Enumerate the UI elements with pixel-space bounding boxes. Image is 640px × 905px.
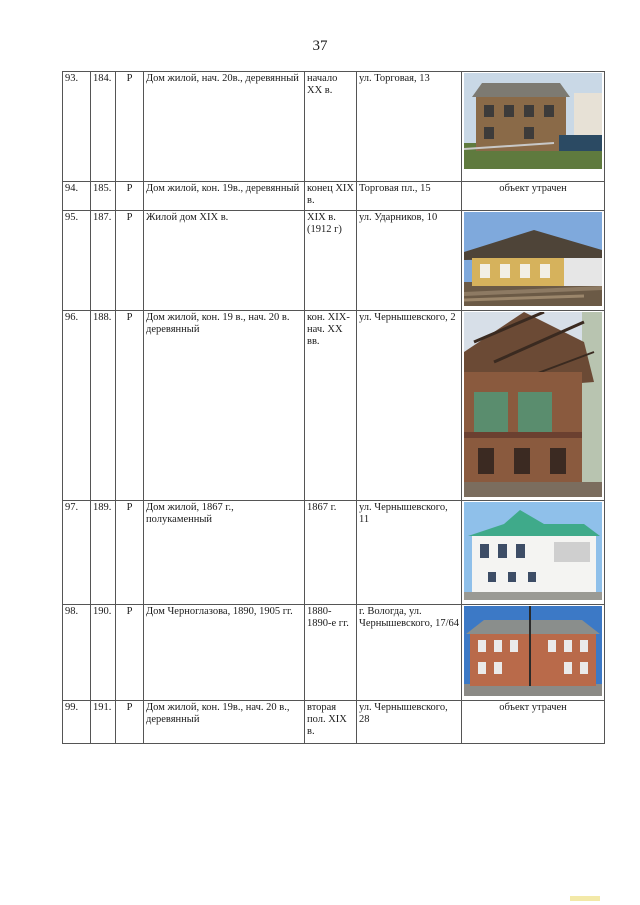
object-name: Дом жилой, 1867 г., полукаменный [144,501,305,605]
object-date: вторая пол. XIX в. [305,701,357,744]
object-date: XIX в. (1912 г) [305,211,357,311]
category: Р [116,701,144,744]
registry-number: 190. [91,605,116,701]
white-house-photo [464,502,602,600]
row-number: 97. [63,501,91,605]
row-number: 94. [63,182,91,211]
category: Р [116,182,144,211]
row-number: 96. [63,311,91,501]
status-lost: объект утрачен [462,182,605,211]
object-address: ул. Ударников, 10 [357,211,462,311]
photo-cell [462,311,605,501]
registry-number: 189. [91,501,116,605]
photo-cell [462,211,605,311]
object-address: Торговая пл., 15 [357,182,462,211]
table-row [63,605,605,701]
page-number: 37 [312,38,328,54]
status-lost: объект утрачен [462,701,605,744]
registry-number: 184. [91,72,116,182]
ruined-house-photo [464,312,602,497]
object-address: ул. Чернышевского, 2 [357,311,462,501]
table-row [63,311,605,501]
object-address: ул. Чернышевского, 11 [357,501,462,605]
object-date: 1880-1890-е гг. [305,605,357,701]
object-address: ул. Торговая, 13 [357,72,462,182]
table-row [63,501,605,605]
log-house-photo [464,212,602,306]
object-name: Дом жилой, кон. 19в., нач. 20 в., деревянный [144,701,305,744]
monuments-table [62,71,605,744]
object-name: Дом жилой, кон. 19 в., нач. 20 в. деревянный [144,311,305,501]
object-name: Жилой дом XIX в. [144,211,305,311]
category: Р [116,501,144,605]
registry-number: 191. [91,701,116,744]
registry-number: 187. [91,211,116,311]
category: Р [116,211,144,311]
table-row [63,72,605,182]
object-date: начало XX в. [305,72,357,182]
object-address: ул. Чернышевского, 28 [357,701,462,744]
category: Р [116,72,144,182]
object-name: Дом Черноглазова, 1890, 1905 гг. [144,605,305,701]
scan-mark [570,896,600,901]
table-row [63,701,605,744]
object-address: г. Вологда, ул. Чернышевского, 17/64 [357,605,462,701]
row-number: 98. [63,605,91,701]
photo-cell [462,605,605,701]
object-date: 1867 г. [305,501,357,605]
registry-number: 188. [91,311,116,501]
photo-cell [462,72,605,182]
object-name: Дом жилой, нач. 20в., деревянный [144,72,305,182]
table-row [63,182,605,211]
object-name: Дом жилой, кон. 19в., деревянный [144,182,305,211]
table-row [63,211,605,311]
row-number: 93. [63,72,91,182]
brick-house-photo [464,606,602,696]
row-number: 99. [63,701,91,744]
category: Р [116,605,144,701]
registry-number: 185. [91,182,116,211]
object-date: конец XIX в. [305,182,357,211]
wooden-house-photo [464,73,602,169]
photo-cell [462,501,605,605]
category: Р [116,311,144,501]
object-date: кон. XIX-нач. XX вв. [305,311,357,501]
row-number: 95. [63,211,91,311]
